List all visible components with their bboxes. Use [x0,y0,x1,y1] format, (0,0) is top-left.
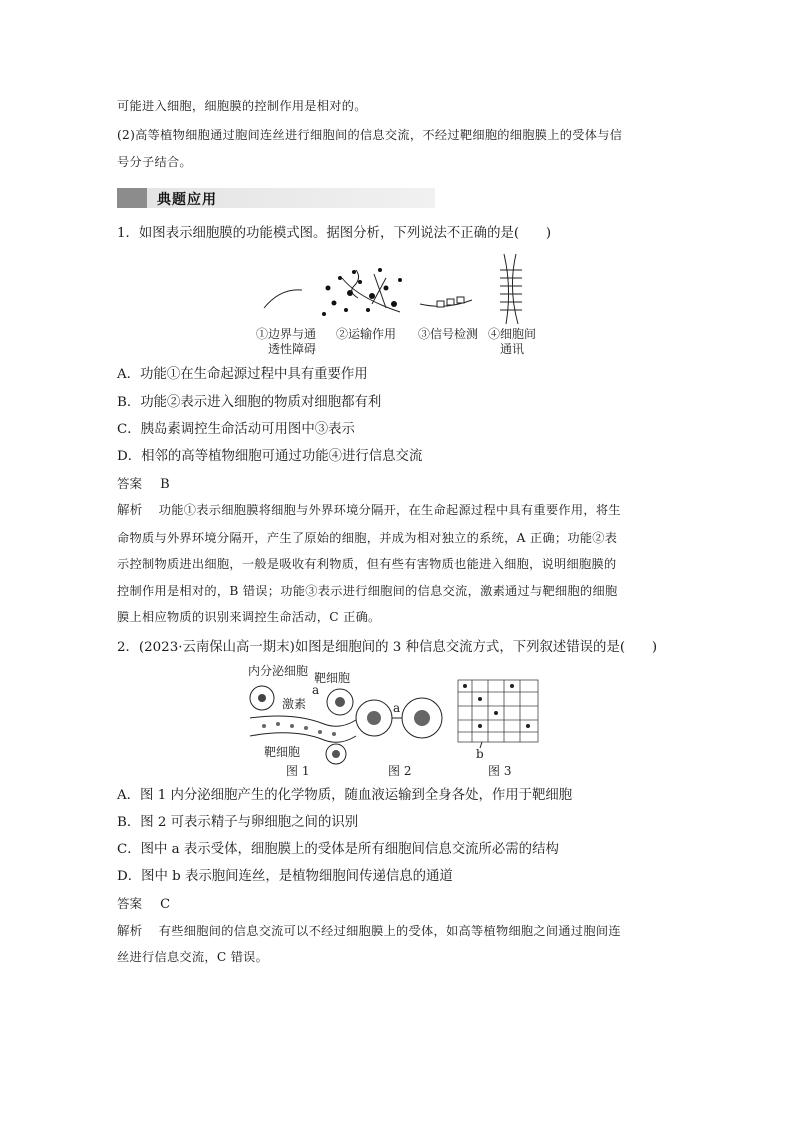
q2-label-endocrine: 内分泌细胞 [248,664,309,678]
q1-option-a: A．功能①在生命起源过程中具有重要作用 [117,367,368,382]
q1-analysis-text-2: 命物质与外界环境分隔开，产生了原始的细胞，并成为相对独立的系统，A 正确；功能②表 [117,531,618,545]
q2-plant-tissue [458,680,538,742]
q1-label-signal: ③信号检测 [418,327,479,341]
q1-analysis-text-4: 控制作用是相对的，B 错误；功能③表示进行细胞间的信息交流，激素通过与靶细胞的细胞 [117,584,618,598]
q1-option-c: C．胰岛素调控生命活动可用图中③表示 [117,422,355,437]
q1-label-transport: ②运输作用 [336,327,397,341]
q1-answer-label: 答案 [117,476,143,491]
q2-label-b: b [476,747,484,761]
q2-option-c: C．图中 a 表示受体，细胞膜上的受体是所有细胞间信息交流所必需的结构 [117,842,559,857]
q2-option-a: A．图 1 内分泌细胞产生的化学物质，随血液运输到全身各处，作用于靶细胞 [117,788,573,803]
section-header [117,188,435,208]
q2-stem: 2．(2023·云南保山高一期末)如图是细胞间的 3 种信息交流方式，下列叙述错误的是( ) [117,640,658,655]
q2-analysis-row-1 [117,923,679,939]
q2-option-b: B．图 2 可表示精子与卵细胞之间的识别 [117,815,359,830]
q1-analysis-text-5: 膜上相应物质的识别来调控生命活动，C 正确。 [117,610,381,624]
q2-answer: C [160,897,171,912]
q2-answer-row [117,896,679,913]
q2-label-hormone: 激素 [282,697,307,711]
q2-label-target-bottom: 靶细胞 [264,745,301,759]
q1-analysis-label: 解析 [117,502,143,517]
q1-label-communication: ④细胞间 [488,327,537,341]
intro-line-2: (2)高等植物细胞通过胞间连丝进行细胞间的信息交流，不经过靶细胞的细胞膜上的受体与信 [117,128,623,142]
q1-analysis-row-1 [117,502,679,518]
q1-label-boundary: ①边界与通 [256,327,317,341]
q1-analysis-text-1: 功能①表示细胞膜将细胞与外界环境分隔开，在生命起源过程中具有重要作用，将生 [158,503,621,517]
q2-caption-fig1: 图 1 [286,764,310,778]
q2-caption-fig3: 图 3 [488,764,512,778]
q1-analysis-text-3: 示控制物质进出细胞，一般是吸收有利物质，但有些有害物质也能进入细胞，说明细胞膜的 [117,557,617,571]
q2-label-a1: a [312,683,320,697]
section-title: 典题应用 [157,192,217,208]
intro-line-1: 可能进入细胞，细胞膜的控制作用是相对的。 [117,99,367,113]
intro-line-3: 号分子结合。 [117,155,192,169]
q1-membrane-function-figure [250,248,550,360]
q2-analysis-text-1: 有些细胞间的信息交流可以不经过细胞膜上的受体，如高等植物细胞之间通过胞间连 [158,924,621,938]
q2-label-target-top: 靶细胞 [314,671,351,685]
q1-option-d: D．相邻的高等植物细胞可通过功能④进行信息交流 [117,449,423,464]
q2-label-a2: a [393,701,401,715]
q1-option-b: B．功能②表示进入细胞的物质对细胞都有利 [117,395,382,410]
q2-analysis-text-2: 丝进行信息交流，C 错误。 [117,950,269,964]
q1-label-communication-2: 通讯 [500,342,525,356]
q1-answer-row [117,476,679,493]
q2-cell-communication-figure [244,662,544,780]
q1-stem: 1．如图表示细胞膜的功能模式图。据图分析，下列说法不正确的是( ) [117,226,552,241]
q2-answer-label: 答案 [117,896,143,911]
q1-label-boundary-2: 透性障碍 [268,342,317,356]
q2-analysis-label: 解析 [117,923,143,938]
q1-answer: B [160,477,170,492]
q2-option-d: D．图中 b 表示胞间连丝，是植物细胞间传递信息的通道 [117,869,453,884]
q2-caption-fig2: 图 2 [388,764,412,778]
